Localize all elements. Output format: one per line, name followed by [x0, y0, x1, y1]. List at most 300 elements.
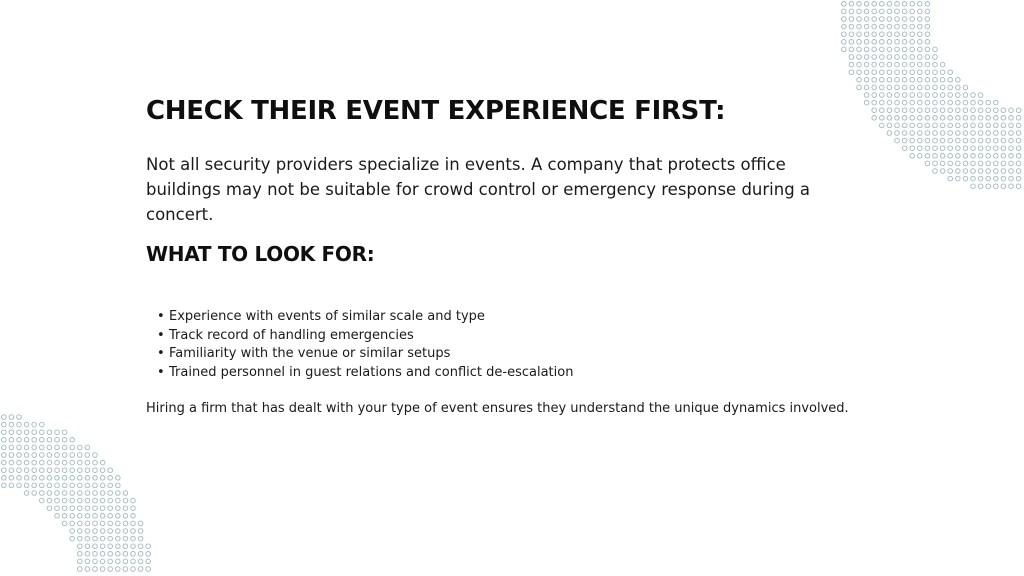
decor-dot	[956, 100, 961, 105]
decor-dot	[70, 483, 75, 488]
decor-dot	[918, 17, 923, 22]
decor-dot	[994, 161, 999, 166]
decor-dot	[910, 146, 915, 151]
decor-dot	[1009, 108, 1014, 113]
decor-dot	[32, 438, 37, 443]
decor-dot	[940, 146, 945, 151]
decor-dot	[55, 476, 60, 481]
decor-dot	[925, 85, 930, 90]
decor-dot	[948, 131, 953, 136]
decor-dot	[940, 108, 945, 113]
decor-dot	[986, 154, 991, 159]
decor-dot	[842, 9, 847, 14]
decor-dot	[918, 85, 923, 90]
decor-dot	[948, 78, 953, 83]
decor-dot	[963, 154, 968, 159]
decor-dot	[925, 161, 930, 166]
decor-dot	[32, 430, 37, 435]
decor-dot	[910, 62, 915, 67]
decor-dot	[857, 24, 862, 29]
decor-dot	[123, 521, 128, 526]
decor-dot	[887, 116, 892, 121]
decor-dot	[70, 529, 75, 534]
decor-dot	[116, 536, 121, 541]
decor-dot	[1001, 161, 1006, 166]
decor-dot	[78, 468, 83, 473]
decor-dot	[842, 32, 847, 37]
decor-dot	[887, 17, 892, 22]
decor-dot	[116, 483, 121, 488]
decor-dot	[902, 123, 907, 128]
decor-dot	[895, 138, 900, 143]
decor-dot	[70, 453, 75, 458]
decor-dot	[55, 460, 60, 465]
decor-dot	[895, 70, 900, 75]
decor-dot	[978, 169, 983, 174]
decor-dot	[994, 146, 999, 151]
decor-dot	[1001, 146, 1006, 151]
decor-dot	[1016, 176, 1021, 181]
decor-dot	[895, 123, 900, 128]
decor-dot	[971, 154, 976, 159]
decor-dot	[17, 483, 22, 488]
decor-dot	[925, 138, 930, 143]
decor-dot	[62, 498, 67, 503]
decor-dot	[963, 161, 968, 166]
decor-dot	[994, 131, 999, 136]
decor-dot	[910, 138, 915, 143]
decor-dot	[895, 100, 900, 105]
list-item-text: Track record of handling emergencies	[169, 327, 414, 343]
decor-dot	[986, 138, 991, 143]
decor-dot	[9, 468, 14, 473]
decor-dot	[864, 70, 869, 75]
decor-dot	[994, 138, 999, 143]
decor-dot	[986, 169, 991, 174]
decor-dot	[17, 430, 22, 435]
decor-dot	[887, 40, 892, 45]
decor-dot	[40, 422, 45, 427]
decor-dot	[948, 138, 953, 143]
decor-dot	[880, 108, 885, 113]
decor-dot	[880, 70, 885, 75]
decor-dot	[902, 2, 907, 7]
decor-dot	[963, 123, 968, 128]
decor-dot	[40, 476, 45, 481]
decor-dot	[872, 47, 877, 52]
decor-dot	[70, 506, 75, 511]
decor-dot	[1016, 138, 1021, 143]
decor-dot	[978, 184, 983, 189]
decor-dot	[146, 544, 151, 549]
decor-dot	[864, 9, 869, 14]
decor-dot	[47, 483, 52, 488]
decor-dot	[138, 536, 143, 541]
intro-paragraph: Not all security providers specialize in events. A company that protects office buildings may not be suitable for crowd control or emergency response during a concert.	[146, 155, 811, 224]
decor-dot	[971, 131, 976, 136]
decor-dot	[40, 491, 45, 496]
decor-dot	[55, 438, 60, 443]
decor-dot	[47, 438, 52, 443]
decor-dot	[895, 85, 900, 90]
decor-dot	[857, 2, 862, 7]
decor-dot	[70, 498, 75, 503]
decor-dot	[1009, 161, 1014, 166]
bullet-icon: •	[157, 327, 165, 343]
decor-dot	[1016, 184, 1021, 189]
decor-dot	[85, 544, 90, 549]
decor-dot	[887, 24, 892, 29]
decor-dot	[78, 529, 83, 534]
decor-dot	[138, 567, 143, 572]
bullet-icon: •	[157, 364, 165, 380]
decor-dot	[925, 17, 930, 22]
decor-dot	[872, 17, 877, 22]
decor-dot	[880, 2, 885, 7]
decor-dot	[933, 108, 938, 113]
decor-dot	[123, 536, 128, 541]
decor-dot	[910, 154, 915, 159]
decor-dot	[131, 514, 136, 519]
decor-dot	[910, 32, 915, 37]
decor-dot	[978, 93, 983, 98]
decor-dot	[857, 55, 862, 60]
decor-dot	[910, 85, 915, 90]
decor-dot	[933, 116, 938, 121]
decor-dot	[925, 62, 930, 67]
decor-dot	[887, 62, 892, 67]
decor-dot	[986, 161, 991, 166]
decor-dot	[24, 476, 29, 481]
decor-dot	[842, 40, 847, 45]
decor-dot	[887, 47, 892, 52]
decor-dot	[1001, 184, 1006, 189]
decor-dot	[872, 70, 877, 75]
decor-dot	[123, 552, 128, 557]
decor-dot	[55, 453, 60, 458]
decor-dot	[70, 476, 75, 481]
decor-dot	[948, 100, 953, 105]
decor-dot	[146, 559, 151, 564]
decor-dot	[887, 9, 892, 14]
decor-dot	[108, 544, 113, 549]
decor-dot	[100, 536, 105, 541]
decor-dot	[100, 559, 105, 564]
decor-dot	[93, 476, 98, 481]
decor-dot	[925, 131, 930, 136]
decor-dot	[47, 468, 52, 473]
decor-dot	[146, 567, 151, 572]
dot-pattern-top-right	[840, 0, 1024, 192]
decor-dot	[880, 24, 885, 29]
decor-dot	[880, 85, 885, 90]
decor-dot	[963, 169, 968, 174]
decor-dot	[895, 47, 900, 52]
decor-dot	[880, 116, 885, 121]
decor-dot	[55, 514, 60, 519]
decor-dot	[78, 559, 83, 564]
decor-dot	[872, 24, 877, 29]
decor-dot	[1001, 154, 1006, 159]
decor-dot	[857, 62, 862, 67]
decor-dot	[857, 40, 862, 45]
decor-dot	[62, 491, 67, 496]
decor-dot	[933, 131, 938, 136]
decor-dot	[93, 544, 98, 549]
decor-dot	[933, 85, 938, 90]
decor-dot	[9, 422, 14, 427]
decor-dot	[910, 131, 915, 136]
decor-dot	[93, 559, 98, 564]
decor-dot	[880, 78, 885, 83]
decor-dot	[933, 138, 938, 143]
decor-dot	[872, 93, 877, 98]
decor-dot	[986, 176, 991, 181]
decor-dot	[910, 17, 915, 22]
decor-dot	[956, 146, 961, 151]
decor-dot	[85, 552, 90, 557]
decor-dot	[940, 116, 945, 121]
decor-dot	[880, 93, 885, 98]
decor-dot	[85, 498, 90, 503]
decor-dot	[78, 445, 83, 450]
decor-dot	[108, 529, 113, 534]
decor-dot	[994, 169, 999, 174]
decor-dot	[93, 536, 98, 541]
decor-dot	[918, 108, 923, 113]
decor-dot	[902, 17, 907, 22]
decor-dot	[940, 62, 945, 67]
decor-dot	[971, 108, 976, 113]
decor-dot	[971, 138, 976, 143]
decor-dot	[32, 460, 37, 465]
decor-dot	[994, 123, 999, 128]
decor-dot	[948, 85, 953, 90]
decor-dot	[47, 453, 52, 458]
decor-dot	[895, 93, 900, 98]
decor-dot	[70, 460, 75, 465]
decor-dot	[978, 154, 983, 159]
decor-dot	[880, 17, 885, 22]
decor-dot	[956, 78, 961, 83]
list-item	[146, 327, 573, 346]
decor-dot	[902, 138, 907, 143]
decor-dot	[956, 85, 961, 90]
decor-dot	[108, 498, 113, 503]
decor-dot	[994, 116, 999, 121]
decor-dot	[849, 70, 854, 75]
decor-dot	[910, 116, 915, 121]
decor-dot	[925, 123, 930, 128]
decor-dot	[880, 55, 885, 60]
decor-dot	[55, 506, 60, 511]
decor-dot	[47, 460, 52, 465]
decor-dot	[910, 24, 915, 29]
decor-dot	[857, 78, 862, 83]
decor-dot	[85, 491, 90, 496]
decor-dot	[24, 422, 29, 427]
decor-dot	[78, 460, 83, 465]
decor-dot	[108, 476, 113, 481]
decor-dot	[933, 78, 938, 83]
decor-dot	[93, 552, 98, 557]
decor-dot	[78, 483, 83, 488]
decor-dot	[131, 521, 136, 526]
decor-dot	[918, 2, 923, 7]
decor-dot	[849, 32, 854, 37]
decor-dot	[978, 146, 983, 151]
decor-dot	[910, 108, 915, 113]
decor-dot	[963, 116, 968, 121]
decor-dot	[918, 24, 923, 29]
decor-dot	[918, 131, 923, 136]
list-item	[146, 364, 573, 383]
decor-dot	[986, 146, 991, 151]
decor-dot	[93, 514, 98, 519]
decor-dot	[2, 453, 7, 458]
decor-dot	[857, 9, 862, 14]
decor-dot	[902, 108, 907, 113]
decor-dot	[963, 131, 968, 136]
decor-dot	[93, 498, 98, 503]
decor-dot	[963, 138, 968, 143]
decor-dot	[910, 78, 915, 83]
decor-dot	[47, 445, 52, 450]
decor-dot	[918, 138, 923, 143]
decor-dot	[895, 131, 900, 136]
decor-dot	[55, 491, 60, 496]
decor-dot	[963, 176, 968, 181]
decor-dot	[62, 430, 67, 435]
decor-dot	[40, 483, 45, 488]
decor-dot	[40, 430, 45, 435]
decor-dot	[1016, 123, 1021, 128]
decor-dot	[910, 55, 915, 60]
decor-dot	[116, 506, 121, 511]
decor-dot	[849, 24, 854, 29]
decor-dot	[131, 544, 136, 549]
decor-dot	[100, 552, 105, 557]
decor-dot	[872, 2, 877, 7]
decor-dot	[925, 93, 930, 98]
decor-dot	[910, 100, 915, 105]
decor-dot	[116, 514, 121, 519]
decor-dot	[933, 62, 938, 67]
decor-dot	[32, 491, 37, 496]
decor-dot	[933, 55, 938, 60]
decor-dot	[78, 521, 83, 526]
decor-dot	[956, 176, 961, 181]
decor-dot	[116, 498, 121, 503]
decor-dot	[933, 169, 938, 174]
decor-dot	[940, 85, 945, 90]
decor-dot	[100, 468, 105, 473]
decor-dot	[857, 85, 862, 90]
decor-dot	[978, 161, 983, 166]
decor-dot	[978, 100, 983, 105]
decor-dot	[40, 445, 45, 450]
decor-dot	[971, 123, 976, 128]
decor-dot	[880, 62, 885, 67]
decor-dot	[17, 415, 22, 420]
decor-dot	[895, 108, 900, 113]
decor-dot	[842, 17, 847, 22]
decor-dot	[17, 438, 22, 443]
decor-dot	[925, 146, 930, 151]
decor-dot	[123, 559, 128, 564]
decor-dot	[887, 55, 892, 60]
decor-dot	[40, 498, 45, 503]
decor-dot	[131, 529, 136, 534]
decor-dot	[85, 529, 90, 534]
decor-dot	[925, 154, 930, 159]
decor-dot	[864, 62, 869, 67]
decor-dot	[857, 47, 862, 52]
decor-dot	[32, 453, 37, 458]
decor-dot	[971, 169, 976, 174]
decor-dot	[85, 453, 90, 458]
decor-dot	[47, 498, 52, 503]
decor-dot	[116, 567, 121, 572]
decor-dot	[864, 17, 869, 22]
decor-dot	[986, 108, 991, 113]
decor-dot	[131, 506, 136, 511]
decor-dot	[864, 55, 869, 60]
decor-dot	[62, 445, 67, 450]
decor-dot	[918, 62, 923, 67]
decor-dot	[880, 47, 885, 52]
decor-dot	[138, 529, 143, 534]
decor-dot	[849, 2, 854, 7]
decor-dot	[100, 460, 105, 465]
decor-dot	[70, 514, 75, 519]
decor-dot	[842, 24, 847, 29]
decor-dot	[887, 32, 892, 37]
decor-dot	[108, 483, 113, 488]
decor-dot	[138, 552, 143, 557]
decor-dot	[17, 453, 22, 458]
decor-dot	[47, 506, 52, 511]
decor-dot	[887, 108, 892, 113]
decor-dot	[78, 552, 83, 557]
decor-dot	[78, 536, 83, 541]
decor-dot	[872, 32, 877, 37]
decor-dot	[1009, 116, 1014, 121]
decor-dot	[131, 559, 136, 564]
closing-paragraph: Hiring a firm that has dealt with your type of event ensures they understand the unique dynamics involved.	[146, 401, 849, 416]
decor-dot	[108, 536, 113, 541]
decor-dot	[100, 483, 105, 488]
decor-dot	[940, 78, 945, 83]
decor-dot	[9, 483, 14, 488]
decor-dot	[933, 154, 938, 159]
decor-dot	[902, 85, 907, 90]
decor-dot	[933, 161, 938, 166]
decor-dot	[994, 184, 999, 189]
decor-dot	[910, 2, 915, 7]
decor-dot	[1016, 169, 1021, 174]
decor-dot	[24, 453, 29, 458]
decor-dot	[948, 154, 953, 159]
decor-dot	[32, 468, 37, 473]
decor-dot	[78, 506, 83, 511]
decor-dot	[994, 100, 999, 105]
decor-dot	[100, 498, 105, 503]
decor-dot	[55, 445, 60, 450]
decor-dot	[100, 529, 105, 534]
decor-dot	[1016, 154, 1021, 159]
decor-dot	[918, 146, 923, 151]
